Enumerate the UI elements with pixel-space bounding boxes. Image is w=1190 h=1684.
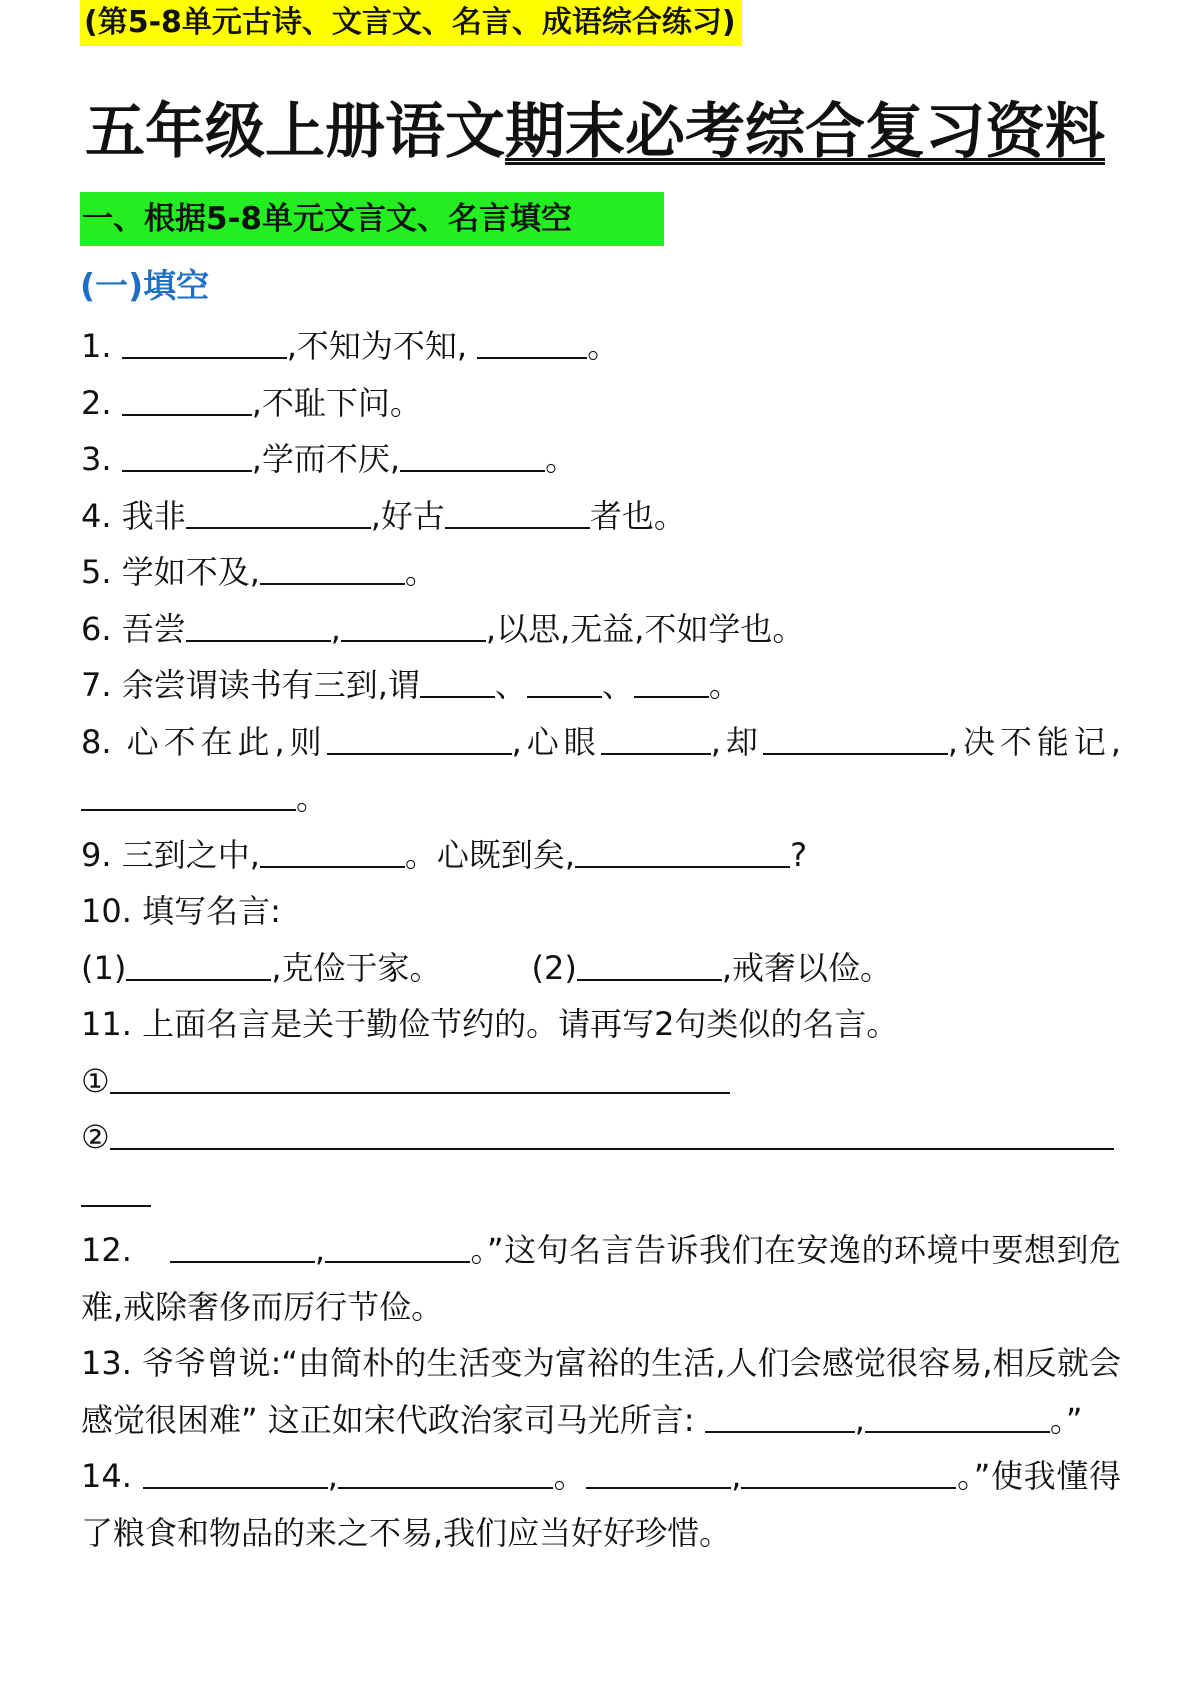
q10-part2-label: (2) [531,948,577,987]
q1-text: ,不知为不知, [286,327,468,365]
blank[interactable] [126,949,271,981]
blank[interactable] [110,1062,730,1094]
question-1 [81,318,1121,375]
question-8 [81,714,1121,827]
blank[interactable] [577,949,722,981]
q8-mid3: ,决不能记, [947,722,1121,761]
q5-end: 。 [404,553,437,591]
question-12 [81,1222,1121,1335]
q12-text: 。”这句名言告诉我们在安逸的环境中要想到危难,戒除奢侈而厉行节俭。 [81,1231,1121,1326]
blank[interactable] [601,723,711,755]
blank[interactable] [325,1231,470,1263]
question-10-parts [81,940,1121,997]
question-11 [81,996,1121,1053]
q14-text: 。”使我懂得了粮食和物品的来之不易,我们应当好好珍惜。 [81,1457,1121,1552]
q7-sep: 、 [494,666,527,704]
q4-mid: ,好古 [370,496,445,535]
q6-end: ,以思,无益,不如学也。 [485,609,805,648]
question-list [81,318,1121,1561]
blank[interactable] [122,327,287,359]
q9-text: 9. 三到之中, [81,835,260,874]
q8-mid: ,心眼 [511,722,601,761]
q2-number: 2. [81,383,112,422]
q13-end: 。” [1049,1400,1083,1439]
blank[interactable] [763,723,948,755]
question-4 [81,488,1121,545]
question-6 [81,601,1121,658]
q4-text: 4. 我非 [81,496,186,535]
title-part2: 期末必考综合复习资料 [505,97,1105,167]
blank[interactable] [400,440,545,472]
q8-text: 8. 心不在此,则 [81,722,327,761]
q7-text: 7. 余尝谓读书有三到,谓 [81,666,420,704]
q1-end: 。 [587,327,620,365]
q11-text: 11. 上面名言是关于勤俭节约的。请再写2句类似的名言。 [81,1005,899,1043]
section-heading: 一、根据5-8单元文言文、名言填空 [80,192,664,246]
blank[interactable] [420,666,495,698]
q8-end: 。 [296,779,329,817]
blank[interactable] [186,497,371,529]
q3-number: 3. [81,440,112,478]
blank[interactable] [327,723,512,755]
blank[interactable] [260,836,405,868]
blank[interactable] [575,836,790,868]
q5-text: 5. 学如不及, [81,553,260,591]
q13-comma: , [854,1400,865,1439]
q11-marker-1: ① [81,1061,110,1100]
q8-mid2: ,却 [710,722,763,761]
question-13 [81,1335,1121,1448]
q9-mid: 。心既到矣, [404,835,576,874]
question-7 [81,657,1121,714]
subsection-heading: (一)填空 [80,266,210,305]
q10-part2-text: ,戒奢以俭。 [721,948,893,987]
blank[interactable] [110,1118,1114,1150]
question-3 [81,431,1121,488]
title-part1: 五年级上册语文 [85,97,505,167]
blank[interactable] [477,327,587,359]
question-10 [81,883,1121,940]
blank[interactable] [186,610,331,642]
q10-part1-label: (1) [81,948,127,987]
question-11-answer-2-wrap [81,1166,1121,1223]
blank[interactable] [705,1401,855,1433]
blank[interactable] [341,610,486,642]
q3-text: ,学而不厌, [251,440,401,478]
blank[interactable] [527,666,602,698]
question-5 [81,544,1121,601]
q14-comma-2: , [731,1457,742,1495]
q6-comma: , [330,609,341,648]
blank[interactable] [143,1457,328,1489]
q2-text: ,不耻下问。 [251,383,422,422]
question-9 [81,827,1121,884]
q6-text: 6. 吾尝 [81,609,186,648]
q12-comma: , [314,1231,326,1269]
q7-end: 。 [708,666,741,704]
subtitle: (第5-8单元古诗、文言文、名言、成语综合练习) [80,0,742,46]
q10-part1-text: ,克俭于家。 [271,948,442,987]
q9-end: ? [790,835,808,874]
q10-text: 10. 填写名言: [81,892,281,930]
q7-sep: 、 [601,666,634,704]
blank[interactable] [122,440,252,472]
page-title [0,92,1190,172]
question-11-answer-1 [81,1053,1121,1110]
blank[interactable] [586,1457,731,1489]
blank[interactable] [81,779,296,811]
q14-period: 。 [552,1457,587,1495]
blank[interactable] [260,553,405,585]
q1-number: 1. [81,327,112,365]
blank[interactable] [122,384,252,416]
question-2 [81,375,1121,432]
blank[interactable] [170,1231,315,1263]
blank[interactable] [338,1457,553,1489]
q13-text: 13. 爷爷曾说:“由简朴的生活变为富裕的生活,人们会感觉很容易,相反就会 感觉很困难” 这正如宋代政治家司马光所言: [81,1344,1121,1439]
q4-end: 者也。 [589,496,686,535]
q3-end: 。 [545,440,578,478]
blank[interactable] [741,1457,956,1489]
question-14 [81,1448,1121,1561]
question-11-answer-2 [81,1109,1121,1166]
blank[interactable] [634,666,709,698]
blank[interactable] [865,1401,1050,1433]
q11-marker-2: ② [81,1118,110,1156]
q14-comma: , [327,1457,338,1495]
q12-number: 12. [81,1231,132,1269]
q14-number: 14. [81,1457,132,1495]
blank[interactable] [81,1175,151,1207]
blank[interactable] [445,497,590,529]
